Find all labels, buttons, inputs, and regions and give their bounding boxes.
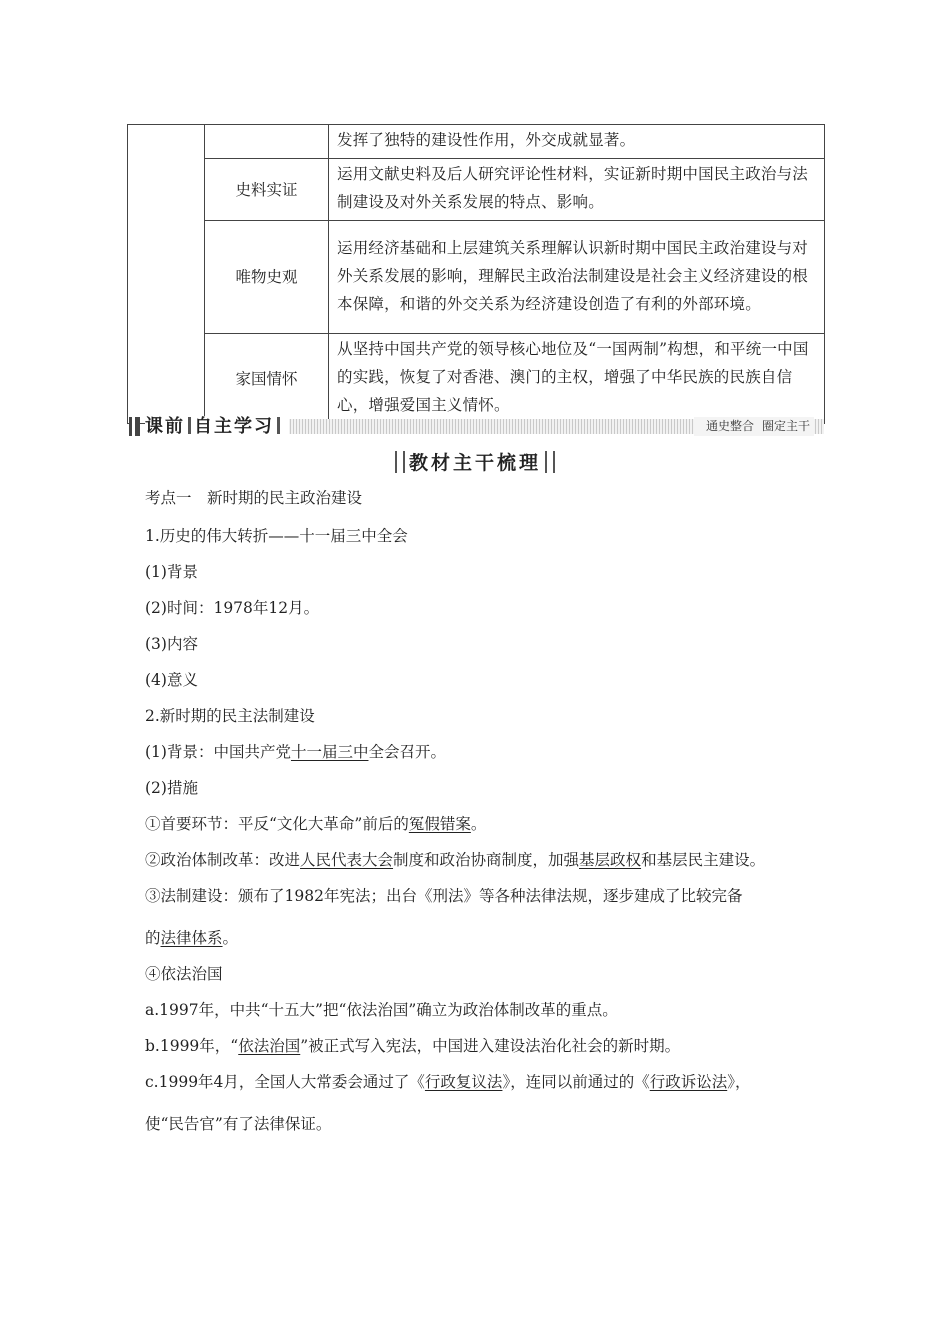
text-span: c.1999年4月，全国人大常委会通过了《 xyxy=(145,1073,425,1091)
topic-heading: 考点一 新时期的民主政治建设 xyxy=(145,489,363,507)
row-label xyxy=(205,125,329,159)
paragraph: (1)背景 xyxy=(145,563,198,581)
underlined-answer: 基层政权 xyxy=(579,851,642,869)
underlined-answer: 法律体系 xyxy=(160,929,223,947)
row-label: 家国情怀 xyxy=(205,334,329,424)
title-separator xyxy=(277,417,280,434)
text-span: (1)背景：中国共产党 xyxy=(145,743,291,761)
paragraph: a.1997年，中共“十五大”把“依法治国”确立为政治体制改革的重点。 xyxy=(145,1001,618,1019)
subtitle-text: 教材主干梳理 xyxy=(408,452,541,474)
text-span: ”被正式写入宪法，中国进入建设法治化社会的新时期。 xyxy=(300,1037,681,1055)
paragraph: (2)措施 xyxy=(145,779,198,797)
row-label: 唯物史观 xyxy=(205,221,329,334)
paragraph xyxy=(145,1070,750,1092)
header-bar-mark xyxy=(129,417,135,436)
text-span: ①首要环节：平反“文化大革命”前后的 xyxy=(145,815,409,833)
paragraph xyxy=(145,926,238,948)
merged-category-cell xyxy=(128,125,205,424)
title-separator xyxy=(188,417,191,434)
row-content: 从坚持中国共产党的领导核心地位及“一国两制”构想，和平统一中国的实践，恢复了对香港、澳门的主权，增强了中华民族的民族自信心，增强爱国主义情怀。 xyxy=(329,334,825,424)
table-row xyxy=(128,334,825,424)
paragraph xyxy=(145,740,446,762)
text-span: 》，连同以前通过的《 xyxy=(502,1073,650,1091)
paragraph xyxy=(145,1034,680,1056)
underlined-answer: 依法治国 xyxy=(238,1037,301,1055)
row-content: 运用经济基础和上层建筑关系理解认识新时期中国民主政治建设与对外关系发展的影响，理解民主政治法制建设是社会主义经济建设的根本保障，和谐的外交关系为经济建设创造了有利的外部环境。 xyxy=(329,221,825,334)
row-content: 发挥了独特的建设性作用，外交成就显著。 xyxy=(329,125,825,159)
text-span: 全会召开。 xyxy=(368,743,446,761)
literacy-table xyxy=(127,124,825,424)
row-label: 史料实证 xyxy=(205,159,329,221)
text-span: 》， xyxy=(727,1073,751,1091)
paragraph: 使“民告官”有了法律保证。 xyxy=(145,1115,332,1133)
underlined-answer: 冤假错案 xyxy=(408,815,471,833)
table-row xyxy=(128,159,825,221)
section-title xyxy=(145,416,289,437)
section-tags xyxy=(694,417,814,436)
paragraph: (3)内容 xyxy=(145,635,198,653)
text-span: ②政治体制改革：改进 xyxy=(145,851,301,869)
paragraph: 2.新时期的民主法制建设 xyxy=(145,707,315,725)
paragraph xyxy=(145,848,765,870)
paragraph: ④依法治国 xyxy=(145,965,223,983)
section-title-a: 课前 xyxy=(145,416,185,437)
section-title-b: 自主学习 xyxy=(194,416,274,437)
subtitle-bars-right xyxy=(545,451,555,473)
underlined-answer: 行政复议法 xyxy=(424,1073,503,1091)
paragraph: (4)意义 xyxy=(145,671,198,689)
section-subtitle xyxy=(0,450,950,476)
section-tag: 通史整合 xyxy=(705,419,754,433)
text-span: b.1999年，“ xyxy=(145,1037,239,1055)
subtitle-bars-left xyxy=(395,451,405,473)
text-span: 制度和政治协商制度，加强 xyxy=(393,851,580,869)
paragraph: ③法制建设：颁布了1982年宪法；出台《刑法》等各种法律法规，逐步建成了比较完备 xyxy=(145,887,743,905)
paragraph: (2)时间：1978年12月。 xyxy=(145,599,320,617)
text-span: 。 xyxy=(470,815,487,833)
text-span: 的 xyxy=(145,929,161,947)
paragraph xyxy=(145,812,486,834)
paragraph: 1.历史的伟大转折——十一届三中全会 xyxy=(145,527,408,545)
section-header-bar xyxy=(127,416,824,437)
table-row xyxy=(128,221,825,334)
underlined-answer: 人民代表大会 xyxy=(300,851,394,869)
text-span: 。 xyxy=(222,929,239,947)
underlined-answer: 十一届三中 xyxy=(290,743,369,761)
section-tag: 圈定主干 xyxy=(761,419,810,433)
text-span: 和基层民主建设。 xyxy=(641,851,766,869)
table-row xyxy=(128,125,825,159)
underlined-answer: 行政诉讼法 xyxy=(649,1073,728,1091)
row-content: 运用文献史料及后人研究评论性材料，实证新时期中国民主政治与法制建设及对外关系发展的特点、影响。 xyxy=(329,159,825,221)
